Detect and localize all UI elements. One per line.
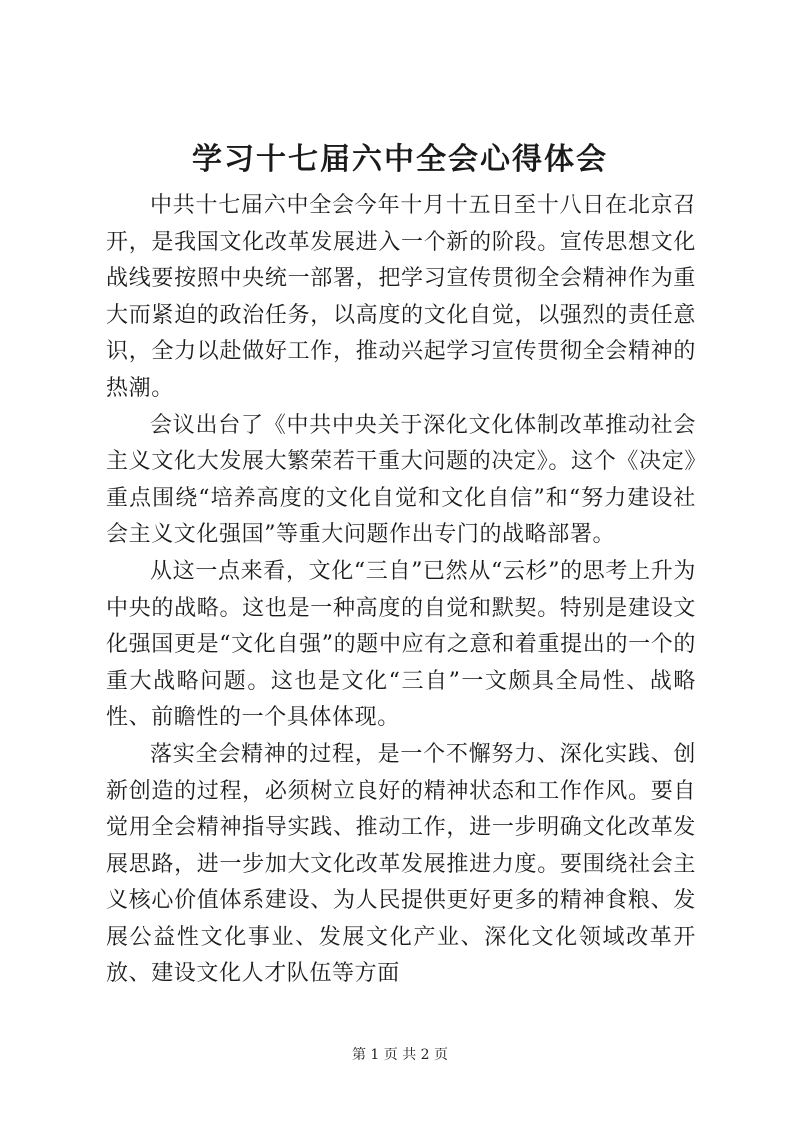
paragraph-1: 中共十七届六中全会今年十月十五日至十八日在北京召开，是我国文化改革发展进入一个新的阶段。宣传思想文化战线要按照中央统一部署，把学习宣传贯彻全会精神作为重大而紧迫的政治任务，以高度的文化自觉，以强烈的责任意识，全力以赴做好工作，推动兴起学习宣传贯彻全会精神的热潮。 (106, 193, 696, 401)
page-footer: 第 1 页 共 2 页 (351, 1047, 449, 1063)
paragraph-4: 落实全会精神的过程，是一个不懈努力、深化实践、创新创造的过程，必须树立良好的精神状态和工作作风。要自觉用全会精神指导实践、推动工作，进一步明确文化改革发展思路，进一步加大文化改革发展推进力度。要围绕社会主义核心价值体系建设、为人民提供更好更多的精神食粮、发展公益性文化事业、发展文化产业、深化文化领域改革开放、建设文化人才队伍等方面 (106, 741, 696, 987)
paragraph-2: 会议出台了《中共中央关于深化文化体制改革推动社会主义文化大发展大繁荣若干重大问题的决定》。这个《决定》重点围绕“培养高度的文化自觉和文化自信”和“努力建设社会主义文化强国”等重大问题作出专门的战略部署。 (106, 412, 696, 548)
document-body (106, 188, 696, 993)
document-title: 学习十七届六中全会心得体会 (192, 142, 608, 177)
paragraph-3: 从这一点来看，文化“三自”已然从“云杉”的思考上升为中央的战略。这也是一种高度的自觉和默契。特别是建设文化强国更是“文化自强”的题中应有之意和着重提出的一个的重大战略问题。这也是文化“三自”一文颇具全局性、战略性、前瞻性的一个具体体现。 (106, 558, 696, 731)
